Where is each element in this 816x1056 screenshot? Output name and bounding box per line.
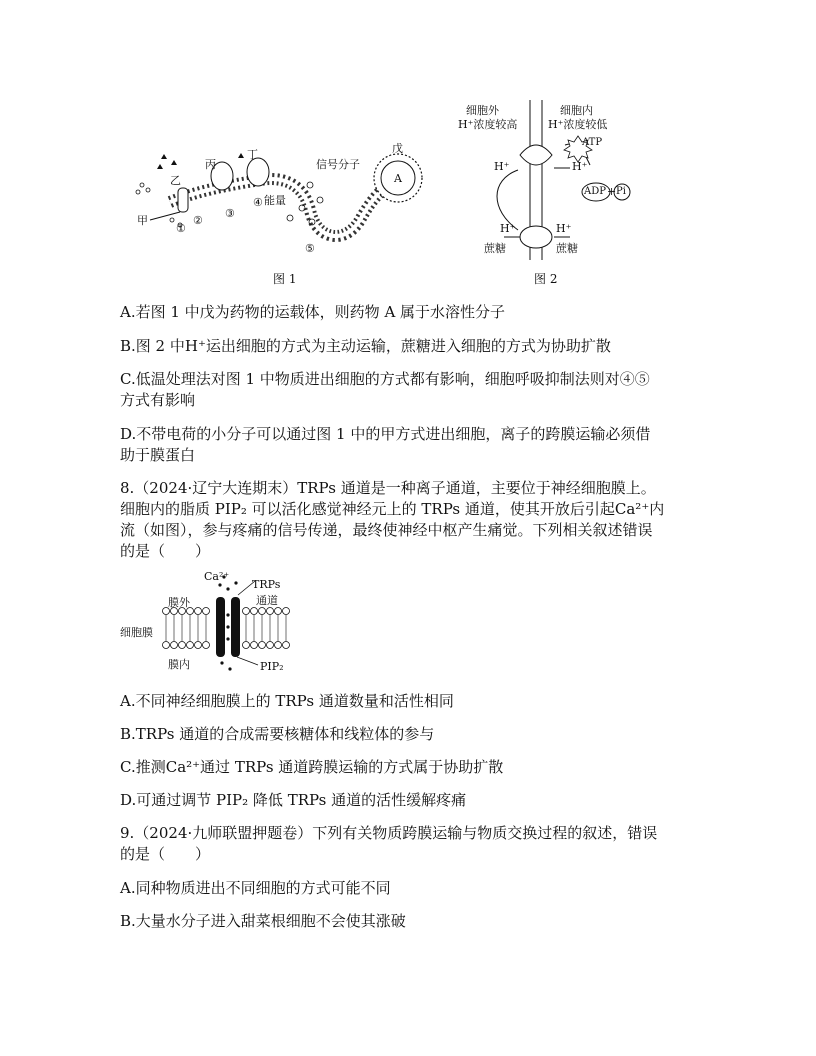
fig1-label-yi: 乙: [170, 174, 181, 187]
trps-label-channel: 通道: [256, 594, 278, 607]
trps-channel-right: [231, 597, 240, 657]
q9-stem-line1: 9.（2024·九师联盟押题卷）下列有关物质跨膜运输与物质交换过程的叙述，错误: [120, 824, 658, 842]
fig2-inside-1: 细胞内: [560, 104, 593, 117]
q7-option-d-line2: 助于膜蛋白: [120, 446, 196, 464]
fig1-label-jia: 甲: [137, 214, 148, 227]
q9-stem-line2: 的是（ ）: [120, 845, 211, 863]
fig1-label-wu: 戊: [392, 142, 403, 155]
q8-option-c: C.推测Ca²⁺通过 TRPs 通道跨膜运输的方式属于协助扩散: [120, 758, 504, 776]
q8-option-d: D.可通过调节 PIP₂ 降低 TRPs 通道的活性缓解疼痛: [120, 791, 467, 809]
protein-ding: [247, 158, 269, 186]
trps-label-membrane: 细胞膜: [120, 626, 153, 639]
fig1-label-c5: ⑤: [305, 242, 315, 255]
fig2-h-bottom-right: H⁺: [556, 222, 572, 235]
protein-yi: [178, 188, 188, 212]
q9-option-b: B.大量水分子进入甜菜根细胞不会使其涨破: [120, 912, 406, 930]
q8-stem-line1: 8.（2024·辽宁大连期末）TRPs 通道是一种离子通道，主要位于神经细胞膜上。: [120, 479, 656, 497]
bilayer-bottom: [163, 642, 290, 649]
trps-label-outside: 膜外: [168, 596, 190, 609]
fig1-label-ding: 丁: [247, 148, 258, 161]
trps-label-trps: TRPs: [252, 578, 281, 591]
trps-label-inside: 膜内: [168, 658, 190, 671]
trps-label-ca: Ca²⁺: [204, 570, 230, 583]
fig1-caption: 图 1: [273, 272, 297, 286]
fig2-h-bottom-left: H⁺: [500, 222, 516, 235]
cotransporter: [520, 226, 552, 248]
q8-stem-line2: 细胞内的脂质 PIP₂ 可以活化感觉神经元上的 TRPs 通道，使其开放后引起Ca²⁺内: [120, 500, 665, 518]
fig1-label-A: A: [394, 172, 402, 185]
q7-option-a: A.若图 1 中戊为药物的运载体，则药物 A 属于水溶性分子: [120, 303, 506, 321]
q7-option-d-line1: D.不带电荷的小分子可以通过图 1 中的甲方式进出细胞，离子的跨膜运输必须借: [120, 425, 651, 443]
fig1-label-c4: ④: [253, 196, 263, 209]
q7-option-c-line2: 方式有影响: [120, 391, 196, 409]
fig1-label-energy: 能量: [264, 194, 286, 207]
q8-stem-line4: 的是（ ）: [120, 542, 211, 560]
q8-option-a: A.不同神经细胞膜上的 TRPs 通道数量和活性相同: [120, 692, 454, 710]
fig2-h-right: H⁺: [572, 160, 588, 173]
fig1-label-bing: 丙: [205, 158, 216, 171]
q8-option-b: B.TRPs 通道的合成需要核糖体和线粒体的参与: [120, 725, 435, 743]
trps-label-pip2: PIP₂: [260, 660, 284, 673]
fig2-atp: ATP: [582, 137, 603, 148]
fig2-sucrose-right: 蔗糖: [556, 242, 578, 255]
fig2-plus: +: [607, 185, 617, 198]
pump-protein: [520, 145, 552, 165]
fig2-outside-2: H⁺浓度较高: [458, 118, 518, 131]
fig2-caption: 图 2: [534, 272, 558, 286]
fig1-label-c2: ②: [193, 214, 203, 227]
fig2-outside-1: 细胞外: [466, 104, 499, 117]
fig1-label-c3: ③: [225, 207, 235, 220]
q7-option-c-line1: C.低温处理法对图 1 中物质进出细胞的方式都有影响，细胞呼吸抑制法则对④⑤: [120, 370, 650, 388]
q9-option-a: A.同种物质进出不同细胞的方式可能不同: [120, 879, 391, 897]
fig2-pi: Pi: [616, 186, 626, 197]
q8-stem-line3: 流（如图），参与疼痛的信号传递，最终使神经中枢产生痛觉。下列相关叙述错误: [120, 521, 653, 539]
q7-option-b: B.图 2 中H⁺运出细胞的方式为主动运输，蔗糖进入细胞的方式为协助扩散: [120, 337, 611, 355]
fig2-sucrose-left: 蔗糖: [484, 242, 506, 255]
fig2-inside-2: H⁺浓度较低: [548, 118, 608, 131]
fig1-label-signal: 信号分子: [316, 158, 360, 171]
fig1-label-c1: ①: [176, 222, 186, 235]
fig2-h-left: H⁺: [494, 160, 510, 173]
trps-channel-left: [216, 597, 225, 657]
fig2-adp: ADP: [584, 186, 606, 197]
